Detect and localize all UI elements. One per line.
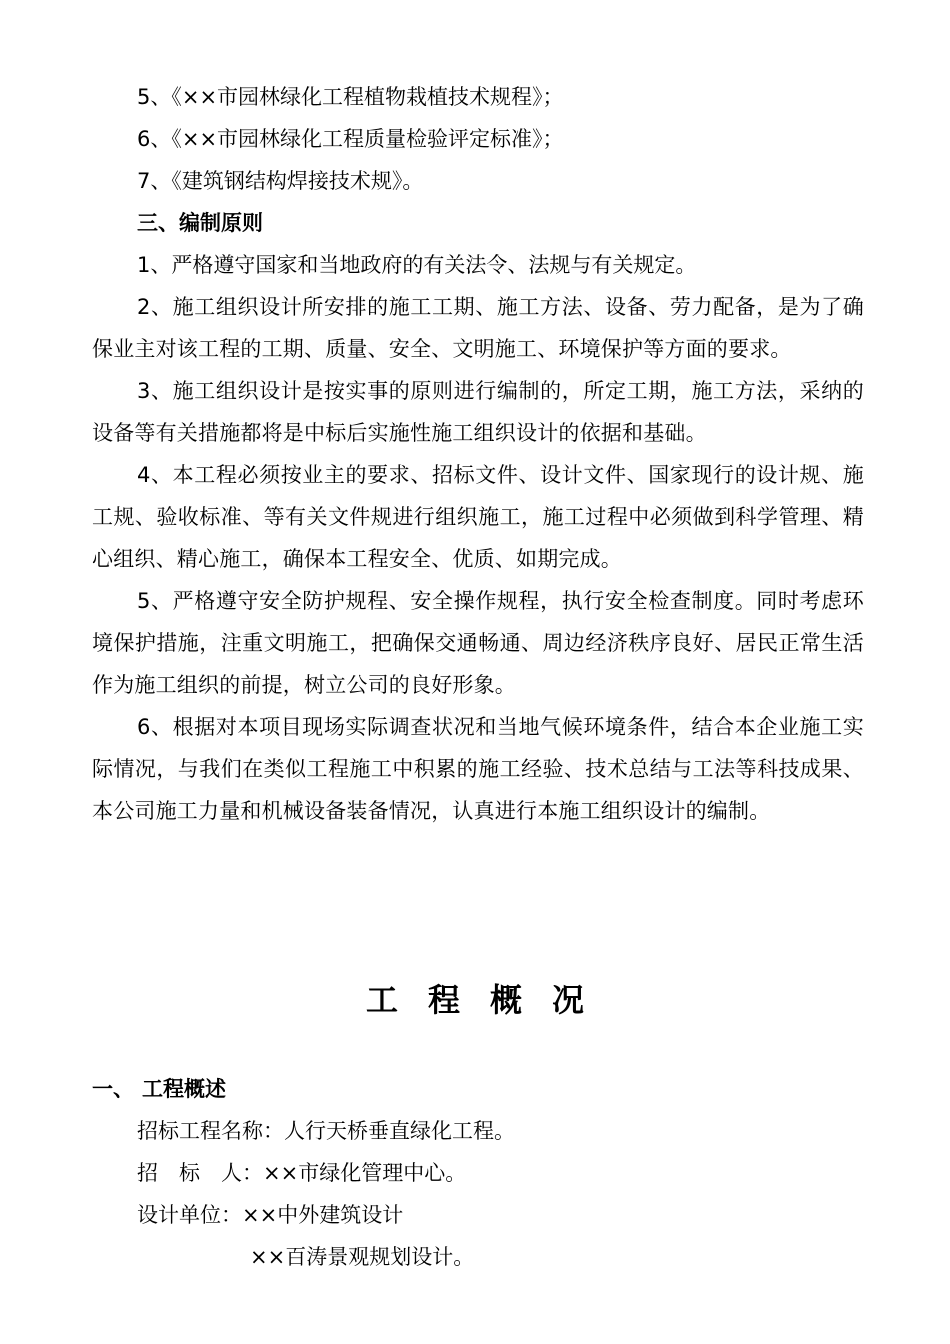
- reference-item-7: 7、《建筑钢结构焊接技术规》。: [137, 169, 424, 193]
- project-name: 招标工程名称：人行天桥垂直绿化工程。: [137, 1119, 515, 1143]
- principle-item-2: 2、施工组织设计所安排的施工工期、施工方法、设备、劳力配备，是为了确保业主对该工程的工期、质量、安全、文明施工、环境保护等方面的要求。: [92, 295, 864, 361]
- principle-item-4: 4、本工程必须按业主的要求、招标文件、设计文件、国家现行的设计规、施工规、验收标准、等有关文件规进行组织施工，施工过程中必须做到科学管理、精心组织、精心施工，确保本工程安全、优质、如期完成。: [92, 463, 864, 571]
- tenderer: 招 标 人：××市绿化管理中心。: [137, 1161, 467, 1185]
- design-unit: 设计单位：××中外建筑设计: [137, 1203, 404, 1227]
- principle-item-6: 6、根据对本项目现场实际调查状况和当地气候环境条件，结合本企业施工实际情况，与我们在类似工程施工中积累的施工经验、技术总结与工法等科技成果、本公司施工力量和机械设备装备情况，认真进行本施工组织设计的编制。: [92, 715, 864, 823]
- principle-item-5: 5、严格遵守安全防护规程、安全操作规程，执行安全检查制度。同时考虑环境保护措施，注重文明施工，把确保交通畅通、周边经济秩序良好、居民正常生活作为施工组织的前提，树立公司的良好形象。: [92, 589, 864, 697]
- overview-section-number: 一、: [92, 1077, 134, 1101]
- overview-section-heading: [92, 1068, 226, 1110]
- principle-item-3: 3、施工组织设计是按实事的原则进行编制的，所定工期，施工方法，采纳的设备等有关措施都将是中标后实施性施工组织设计的依据和基础。: [92, 379, 864, 445]
- principle-item-1: 1、严格遵守国家和当地政府的有关法令、法规与有关规定。: [137, 253, 697, 277]
- reference-item-5: 5、《××市园林绿化工程植物栽植技术规程》；: [137, 85, 564, 109]
- overview-section-label: 工程概述: [142, 1077, 226, 1101]
- design-unit-second: ××百涛景观规划设计。: [250, 1245, 475, 1269]
- principles-heading: 三、编制原则: [137, 211, 263, 235]
- overview-title: 工程概况: [365, 981, 614, 1019]
- reference-item-6: 6、《××市园林绿化工程质量检验评定标准》；: [137, 127, 564, 151]
